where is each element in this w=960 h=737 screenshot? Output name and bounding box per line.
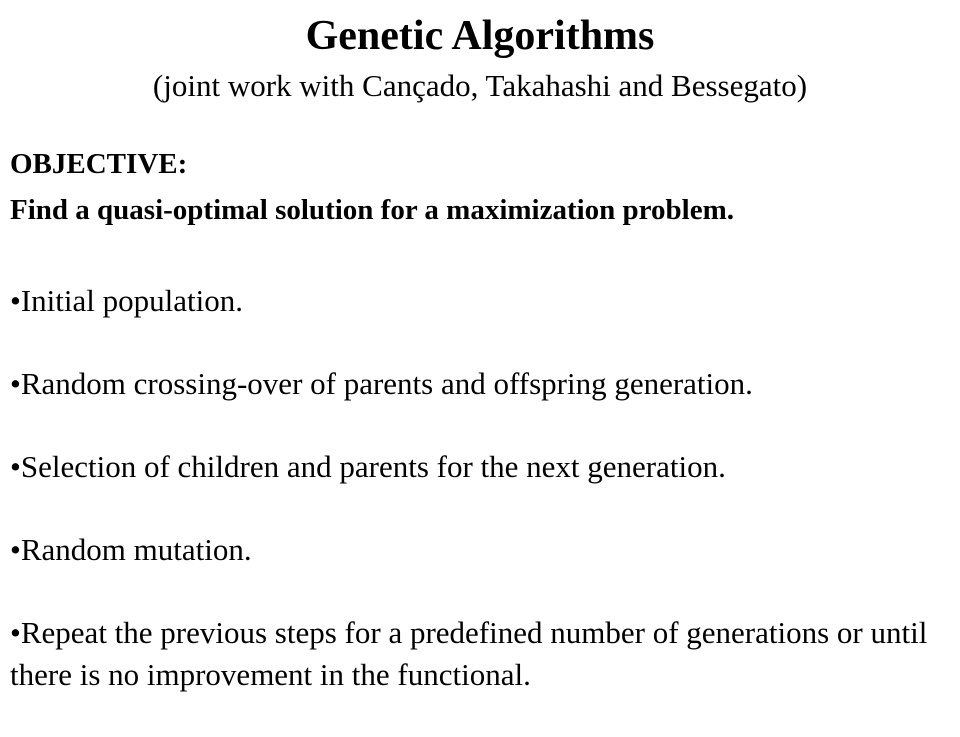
bullet-item-selection [10,446,955,488]
bullet-item-mutation [10,529,955,571]
bullet-item-repeat [10,612,955,696]
bullet-mark: • [10,283,21,318]
bullet-mark: • [10,615,21,650]
bullet-mark: • [10,532,21,567]
bullet-text: Initial population. [20,283,243,318]
slide-title: Genetic Algorithms [305,13,655,59]
bullet-item-initial-population [10,280,955,322]
bullet-list [10,280,955,737]
bullet-item-crossing-over [10,363,955,405]
slide-subtitle: (joint work with Cançado, Takahashi and Bessegato) [152,68,808,103]
bullet-text: Repeat the previous steps for a predefined number of generations or until there is no improvement in the functional. [10,615,928,692]
bullet-text: Selection of children and parents for the next generation. [20,449,726,484]
bullet-text: Random crossing-over of parents and offspring generation. [20,366,753,401]
objective-text: Find a quasi-optimal solution for a maximization problem. [10,194,734,226]
bullet-mark: • [10,366,21,401]
objective-heading: OBJECTIVE: [10,148,188,180]
bullet-text: Random mutation. [20,532,252,567]
bullet-mark: • [10,449,21,484]
